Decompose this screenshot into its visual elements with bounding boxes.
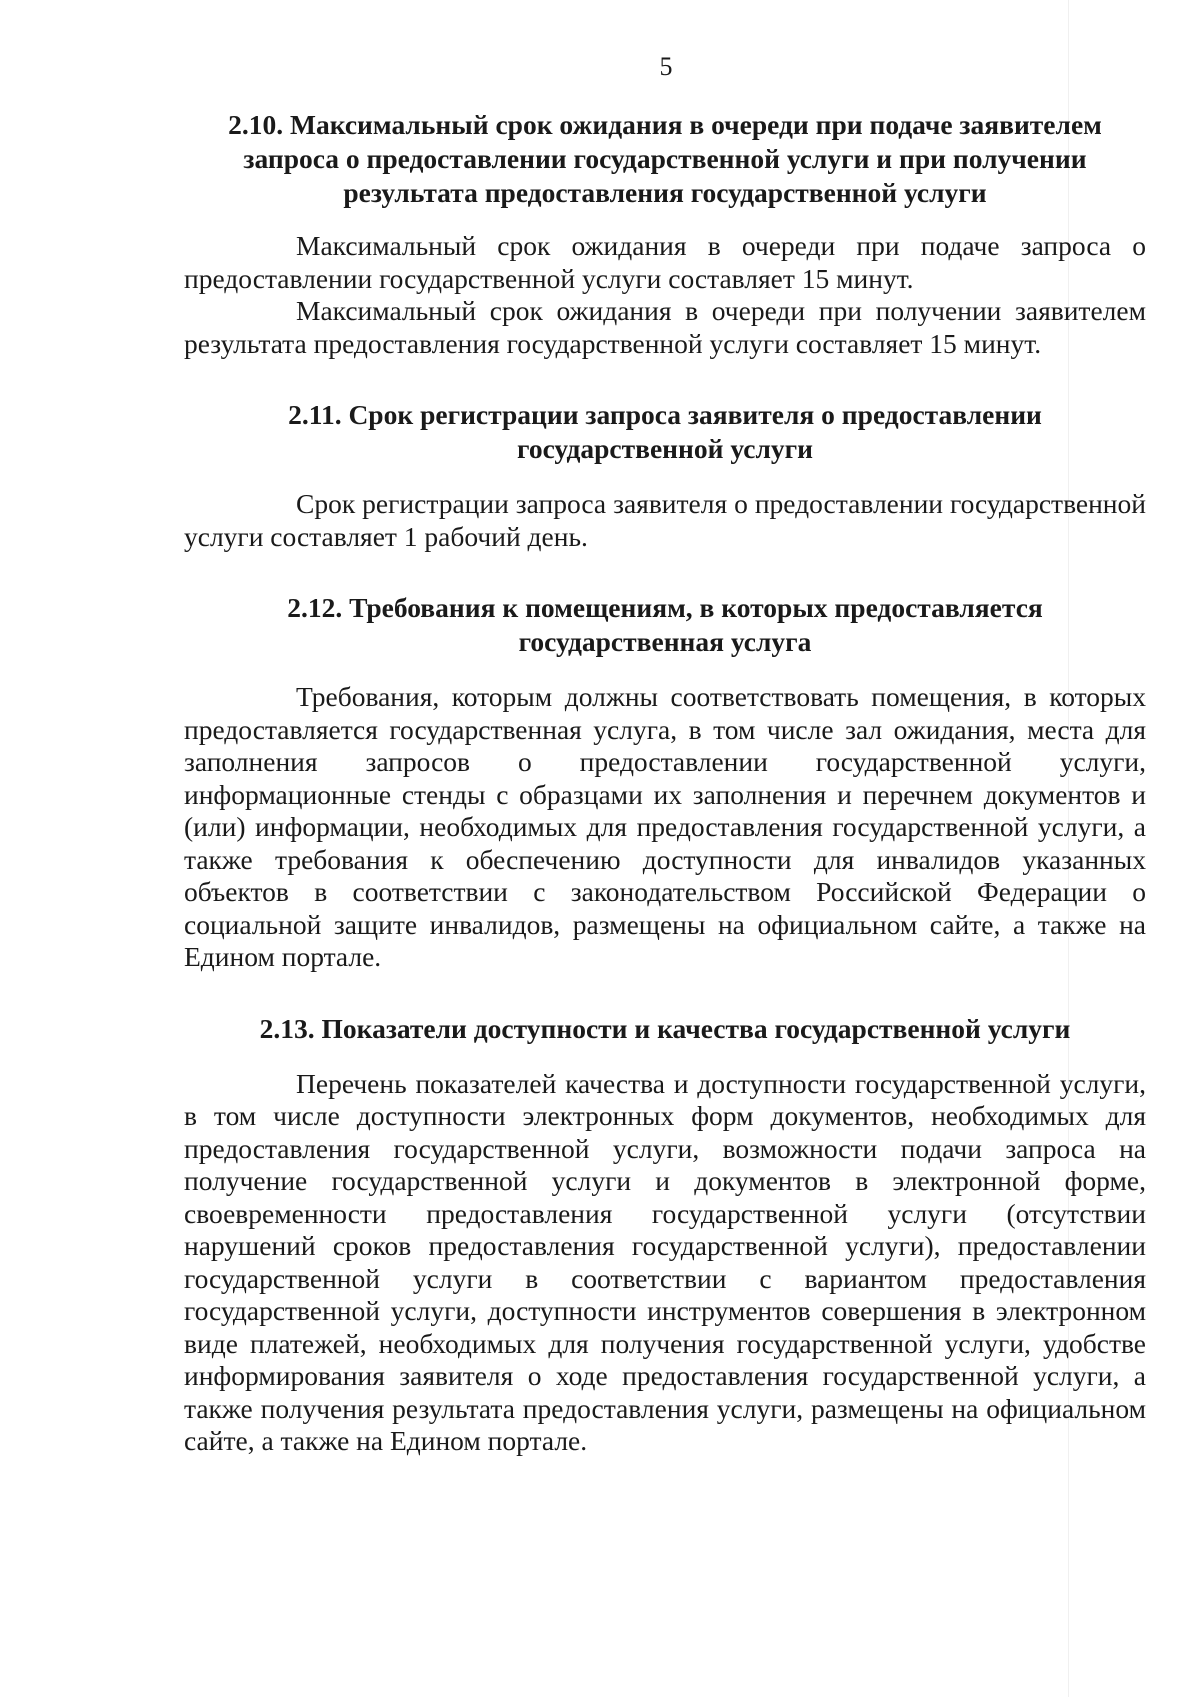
page-number: 5 — [659, 52, 673, 81]
section-heading: 2.13. Показатели доступности и качества государственной услуги — [259, 1012, 1071, 1044]
section-heading: 2.12. Требования к помещениям, в которых предоставляется государственная услуга — [287, 592, 1043, 657]
section-2-10 — [184, 108, 1146, 360]
paragraph: Максимальный срок ожидания в очереди при получении заявителем результата предоставления государственной услуги составляет 15 минут. — [184, 295, 1146, 359]
document-body — [184, 108, 1146, 1458]
section-heading: 2.11. Срок регистрации запроса заявителя о предоставлении государственной услуги — [288, 399, 1042, 464]
section-2-11 — [184, 398, 1146, 553]
paragraph: Срок регистрации запроса заявителя о предоставлении государственной услуги составляет 1 рабочий день. — [184, 488, 1146, 552]
paragraph: Перечень показателей качества и доступности государственной услуги, в том числе доступности электронных форм документов, необходимых для предоставления государственной услуги, возможности подачи запроса на получение государственной услуги и документов в электронной форме, своевременности предоставления государственной услуги (отсутствии нарушений сроков предоставления государственной услуги), предоставлении государственной услуги в соответствии с вариантом предоставления государственной услуги, доступности инструментов совершения в электронном виде платежей, необходимых для получения государственной услуги, удобстве информирования заявителя о ходе предоставления государственной услуги, а также получения результата предоставления услуги, размещены на официальном сайте, а также на Едином портале. — [184, 1067, 1146, 1456]
section-heading: 2.10. Максимальный срок ожидания в очереди при подаче заявителем запроса о предоставлении государственной услуги и при получении результата предоставления государственной услуги — [228, 109, 1102, 208]
section-2-12 — [184, 591, 1146, 974]
paragraph: Максимальный срок ожидания в очереди при подаче запроса о предоставлении государственной услуги составляет 15 минут. — [184, 230, 1146, 294]
paragraph: Требования, которым должны соответствовать помещения, в которых предоставляется государственная услуга, в том числе зал ожидания, места для заполнения запросов о предоставлении государственной услуги, информационные стенды с образцами их заполнения и перечнем документов и (или) информации, необходимых для предоставления государственной услуги, а также требования к обеспечению доступности для инвалидов указанных объектов в соответствии с законодательством Российской Федерации о социальной защите инвалидов, размещены на официальном сайте, а также на Едином портале. — [184, 681, 1146, 972]
section-2-13 — [184, 1012, 1146, 1458]
